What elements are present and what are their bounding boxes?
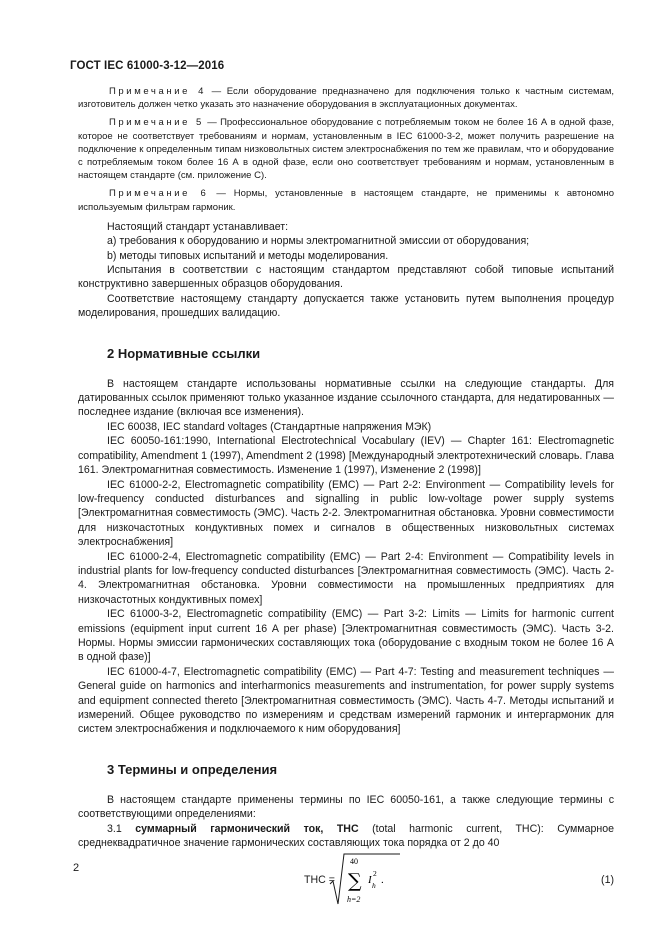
term-definition (78, 822, 614, 851)
sum-upper-limit: 40 (350, 857, 358, 867)
document-header: ГОСТ IEC 61000-3-12—2016 (70, 60, 225, 72)
note-text: — Нормы, установленные в настоящем стандарте, не применимы к автономно используемым фильтрам гармоник. (78, 188, 614, 213)
current-superscript: 2 (373, 869, 377, 879)
note-label: Примечание 6 (109, 188, 209, 200)
reference-item: IEC 61000-3-2, Electromagnetic compatibility (EMC) — Part 3-2: Limits — Limits for harmonic current emissions (equipment input current 16 A per phase) [Электромагнитная совместимость (ЭМС). Часть 3-2. Нормы. Нормы эмиссии гармонических составляющих тока (оборудование с входным током не более 16 А в одной фазе)] (78, 608, 614, 664)
note-text: — Профессиональное оборудование с потребляемым током не более 16 А в одной фазе, которое не соответствует требованиям и нормам, установленным в IEC 61000-3-2, может получить разрешение на подключение к определенным типам низковольтных систем электроснабжения по тем же правилам, что и оборудование с потребляемым током более 16 А в одной фазе, если оно соответствует требованиям и нормам, установленным в настоящем стандарте (см. приложение С). (78, 117, 614, 182)
section-3-heading: 3 Термины и определения (107, 761, 278, 777)
scope-item-a: a) требования к оборудованию и нормы электромагнитной эмиссии от оборудования; (107, 235, 530, 248)
note-text: — Если оборудование предназначено для подключения только к частным системам, изготовитель должен четко указать это назначение оборудования в эксплуатационных документах. (78, 86, 614, 111)
section-3-intro: В настоящем стандарте применены термины по IEC 60050-161, а также следующие термины с соответствующими определениями: (78, 793, 614, 821)
reference-item: IEC 60038, IEC standard voltages (Стандартные напряжения МЭК) (107, 420, 432, 433)
reference-item: IEC 60050-161:1990, International Electrotechnical Vocabulary (IEV) — Chapter 161: Electromagnetic compatibility, Amendment 1 (1997), Amendment 2 (1998) [Международный электротехнический словарь. Глава 161. Электромагнитная совместимость. Изменение 1 (1997), Изменение 2 (1998)] (78, 435, 614, 477)
reference-item: IEC 61000-2-2, Electromagnetic compatibility (EMC) — Part 2-2: Environment — Compatibility levels for low-frequency conducted disturbances and signalling in public low-voltage power supply systems [Электромагнитная совместимость (ЭМС). Часть 2-2. Электромагнитная обстановка. Уровни совместимости для низкочастотных кондуктивных помех и сигналов в общественных низковольтных системах электроснабжения] (78, 478, 614, 549)
current-subscript: h (372, 881, 376, 891)
scope-paragraph: Соответствие настоящему стандарту допускается также установить путем выполнения процедур моделирования, прошедших валидацию. (78, 292, 614, 320)
scope-item-b: b) методы типовых испытаний и методы моделирования. (107, 249, 389, 262)
scope-intro: Настоящий стандарт устанавливает: (107, 220, 289, 233)
radical-sign (330, 854, 400, 904)
formula-sqrt-sum (328, 852, 428, 910)
page-number: 2 (73, 862, 80, 874)
note-label: Примечание 4 (109, 86, 207, 97)
reference-item: IEC 61000-4-7, Electromagnetic compatibility (EMC) — Part 4-7: Testing and measurement techniques — General guide on harmonics and interharmonics measurements and instrumentation, for power supply systems and equipment connected thereto [Электромагнитная совместимость (ЭМС). Часть 4-7. Методы испытаний и измерений. Общее руководство по измерениям и средствам измерений гармоник и интергармоник для систем электроснабжения и подключаемого к ним оборудования] (78, 665, 614, 736)
scope-paragraph: Испытания в соответствии с настоящим стандартом представляют собой типовые испытаний конструктивно завершенных образцов оборудования. (78, 264, 614, 291)
page-body (78, 85, 614, 910)
section-2-intro: В настоящем стандарте использованы нормативные ссылки на следующие стандарты. Для датированных ссылок применяют только указанное издание ссылочного стандарта, для недатированных — последнее издание (включая все изменения). (78, 377, 614, 419)
note-4 (78, 85, 614, 111)
reference-item: IEC 61000-2-4, Electromagnetic compatibility (EMC) — Part 2-4: Environment — Compatibility levels in industrial plants for low-frequency conducted disturbances [Электромагнитная совместимость (ЭМС). Часть 2-4. Электромагнитная обстановка. Уровни совместимости на промышленных предприятиях для низкочастотных кондуктивных помех] (78, 550, 614, 606)
sum-sigma: ∑ (348, 870, 362, 893)
note-label: Примечание 5 (109, 117, 204, 129)
note-5 (78, 116, 614, 182)
formula-lhs: THC = (304, 874, 335, 887)
term-text: (total harmonic current, THC): Суммарное среднеквадратичное значение гармонических составляющих тока порядка от 2 до 40 (78, 822, 615, 850)
sum-lower-limit: h=2 (347, 895, 361, 905)
section-2-heading: 2 Нормативные ссылки (107, 345, 261, 361)
formula-end-dot: . (381, 874, 384, 887)
note-6 (78, 187, 614, 213)
current-symbol: I (368, 874, 372, 887)
term-number: 3.1 (107, 822, 136, 835)
formula-number: (1) (601, 874, 614, 887)
formula-thc (78, 852, 614, 910)
term-name: суммарный гармонический ток, THC (135, 822, 359, 835)
